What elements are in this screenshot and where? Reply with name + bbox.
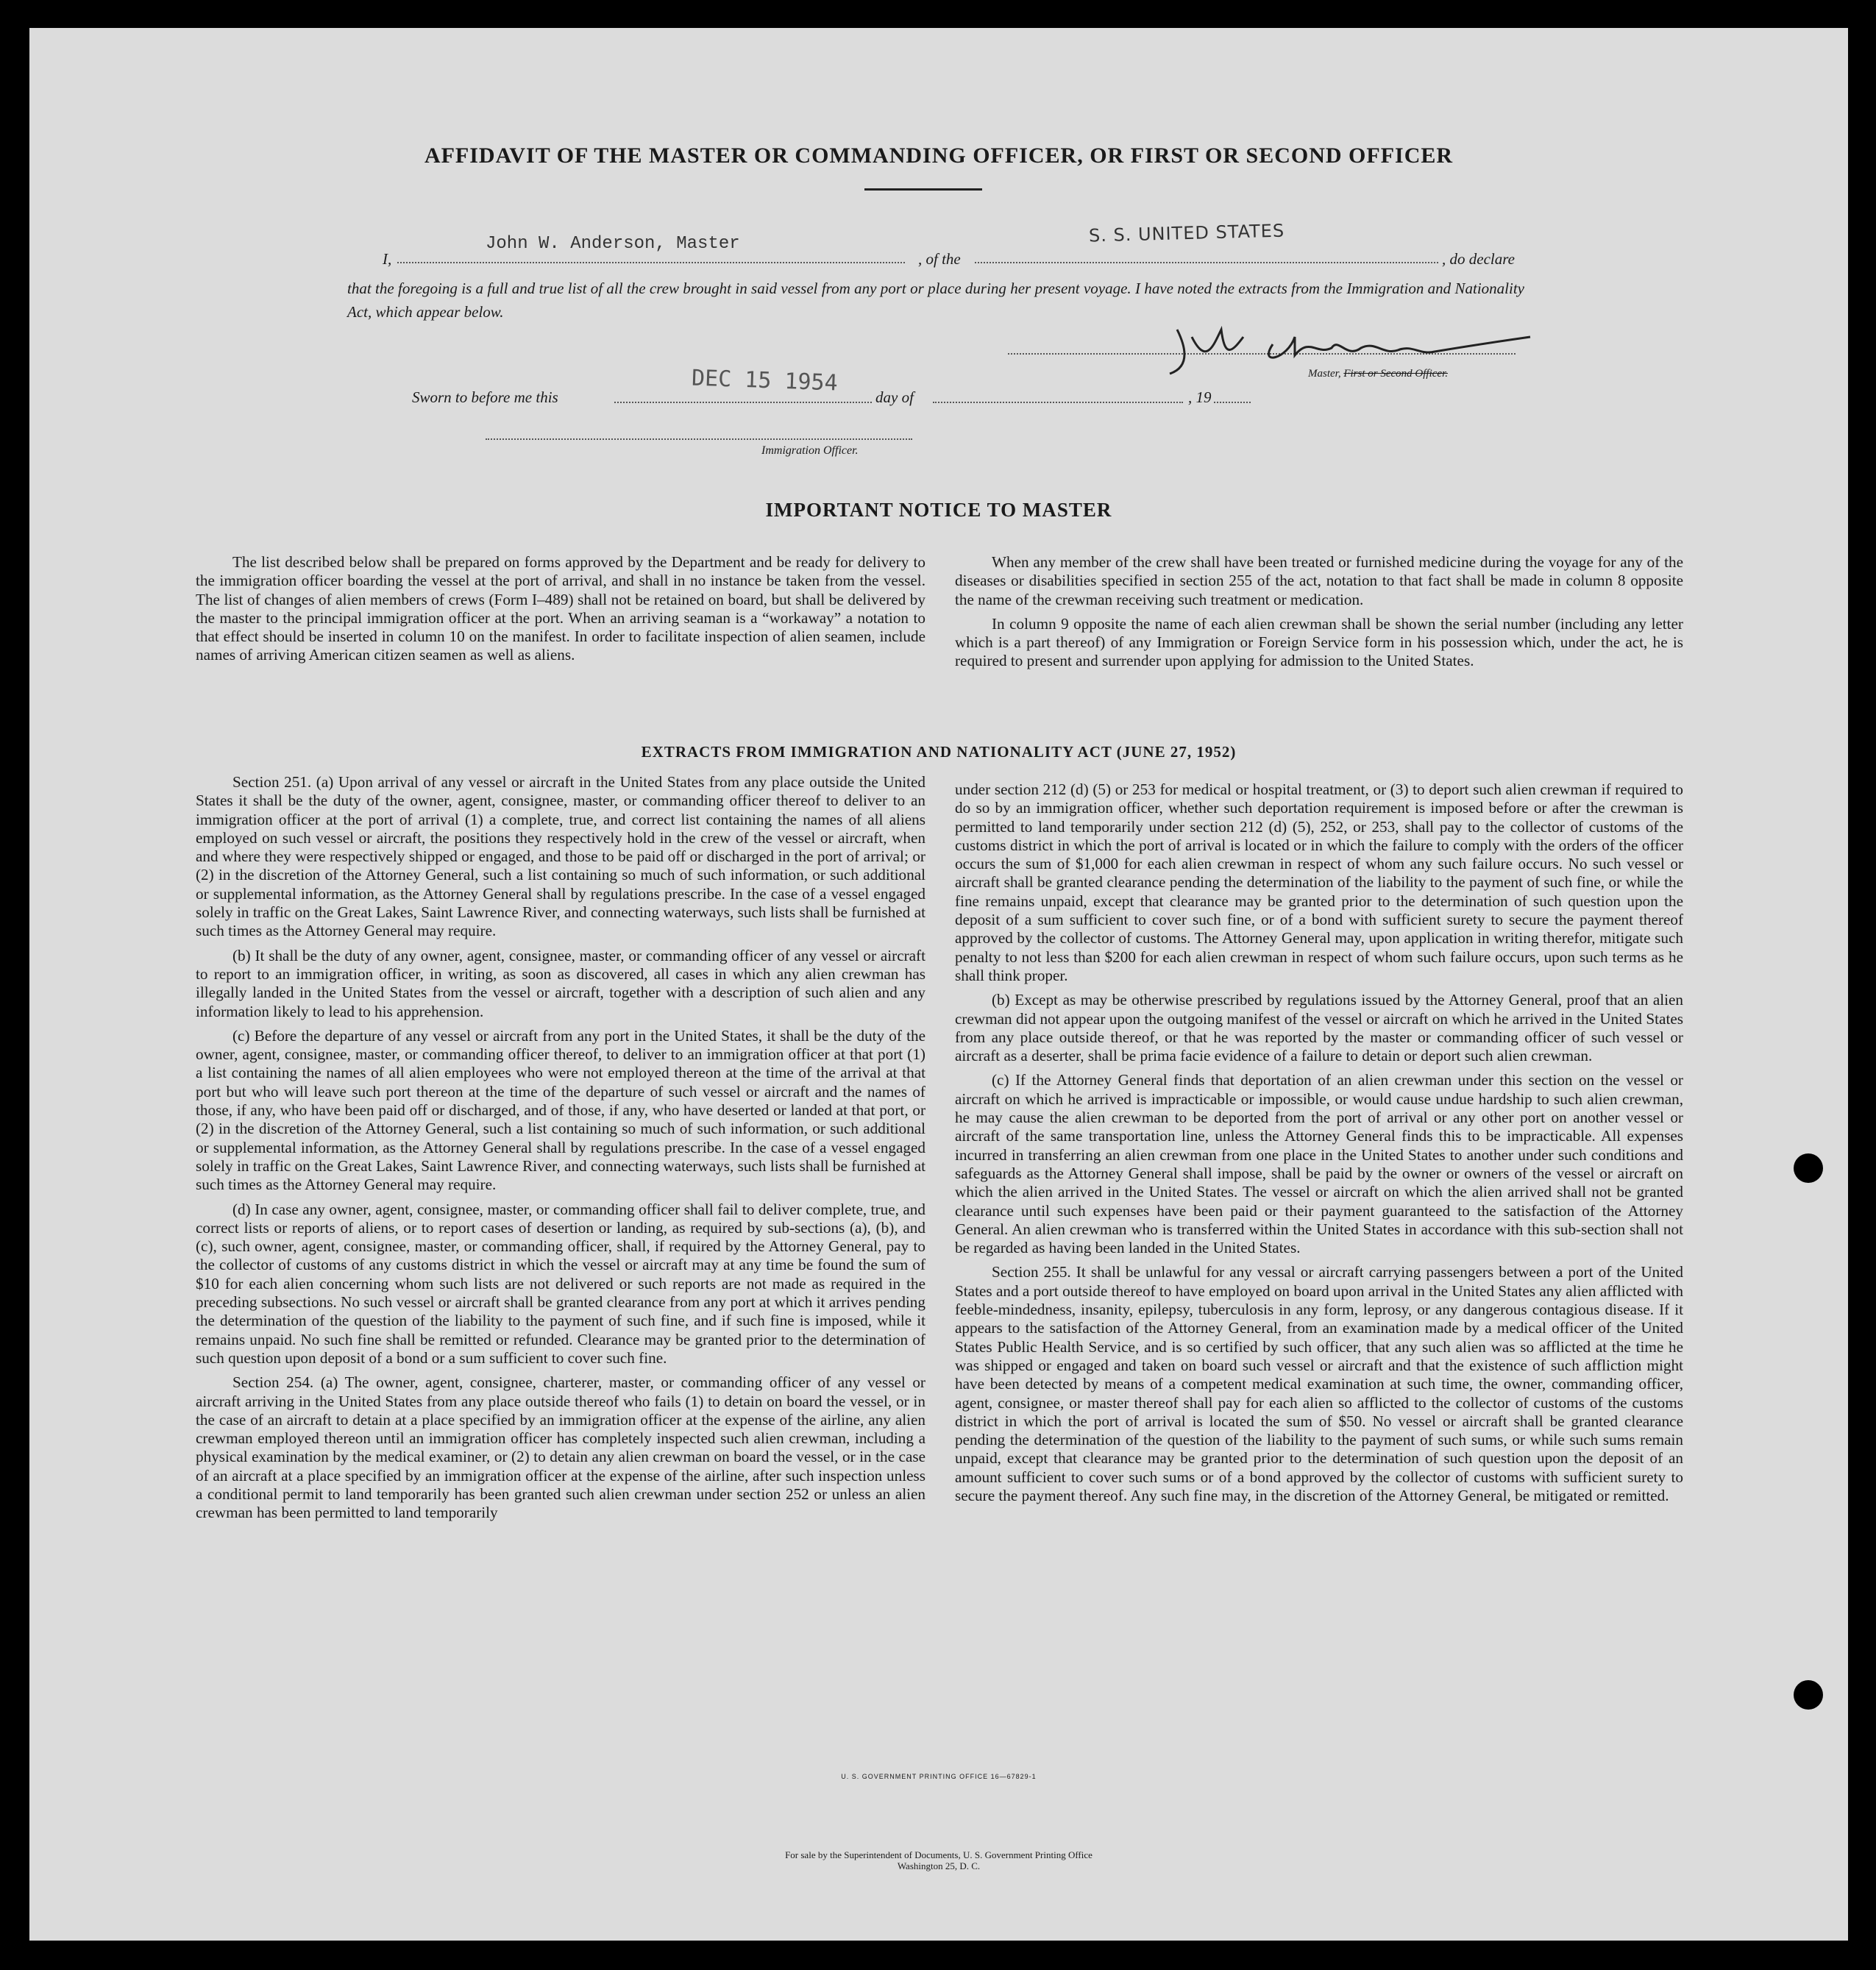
sale-notice xyxy=(29,1849,1848,1871)
vessel-name-value: S. S. UNITED STATES xyxy=(1088,220,1285,246)
sale-notice-line: For sale by the Superintendent of Documents, U. S. Government Printing Office xyxy=(785,1849,1092,1860)
master-name-value: John W. Anderson, Master xyxy=(486,234,740,254)
extract-paragraph: Section 251. (a) Upon arrival of any vessel or aircraft in the United States from any place outside the United States it shall be the duty of the owner, agent, consignee, master, or commanding officer thereof to deliver to an immigration officer at the port of arrival (1) a complete, true, and correct list containing the names of all aliens employed on such vessel or aircraft, the positions they respectively hold in the crew of the vessel or aircraft, when and where they were respectively shipped or engaged, and those to be paid off or discharged in the port of arrival; or (2) in the discretion of the Attorney General, such a list containing so much of such information, or such additional or supplemental information, as the Attorney General shall by regulations prescribe. In the case of a vessel engaged solely in traffic on the Great Lakes, Saint Lawrence River, and connecting waterways, such lists shall be furnished at such times as the Attorney General may require. xyxy=(196,773,925,940)
do-declare-label: , do declare xyxy=(1442,250,1515,268)
punch-hole xyxy=(1794,1153,1823,1183)
sworn-label: Sworn to before me this xyxy=(412,388,558,406)
extract-paragraph: (c) Before the departure of any vessel or aircraft from any port in the United States, it shall be the duty of the owner, agent, consignee, master, or commanding officer thereof, to deliver to an immigration officer at that port (1) a list containing the names of all alien employees who were not employed thereon at the time of the arrival at that port but who will leave such port thereon at the time of the departure of such vessel or aircraft and the names of those, if any, who have been paid off or discharged, and of those, if any, who have deserted or landed at that port, or (2) in the discretion of the Attorney General, such a list containing so much of such information, or such additional or supplemental information, as the Attorney General shall by regulations prescribe. In the case of a vessel engaged solely in traffic on the Great Lakes, Saint Lawrence River, and connecting waterways, such lists shall be furnished at such times as the Attorney General may require. xyxy=(196,1026,925,1194)
signature-title-struck: First or Second Officer. xyxy=(1343,368,1448,380)
notice-paragraph: In column 9 opposite the name of each alien crewman shall be shown the serial number (including any letter which is a part thereof) of any Immigration or Foreign Service form in his possession which, under the act, he is required to present and surrender upon applying for admission to the United States. xyxy=(955,614,1683,670)
punch-hole xyxy=(1794,1680,1823,1710)
notice-right-column xyxy=(955,553,1683,677)
extract-paragraph: (c) If the Attorney General finds that deportation of an alien crewman under this section on the vessel or aircraft on which he arrived is impracticable or impossible, or would cause undue hardship to such alien crewman, he may cause the alien crewman to be deported from the port of arrival or any other port on another vessel or aircraft of the same transportation line, unless the Attorney General finds this to be impracticable. All expenses incurred in transferring an alien crewman from one place in the United States to another under such conditions and safeguards as the Attorney General shall impose, shall be paid by the owner or owners of the vessel or aircraft on which the alien arrived in the United States. The vessel or aircraft on which the alien arrived shall not be granted clearance until such expenses have been paid or their payment guaranteed to the satisfaction of the Attorney General. An alien crewman who is transferred within the United States in accordance with this sub-section shall not be regarded as having been landed in the United States. xyxy=(955,1071,1683,1257)
extract-paragraph: (b) Except as may be otherwise prescribed by regulations issued by the Attorney General, proof that an alien crewman did not appear upon the outgoing manifest of the vessel or aircraft on which he arrived in the United States from any place outside thereof, or that he was reported by the master or commanding officer of such vessel or aircraft as a deserter, shall be prima facie evidence of a failure to detain or deport such alien crewman. xyxy=(955,991,1683,1065)
extract-paragraph: (d) In case any owner, agent, consignee, master, or commanding officer shall fail to deliver complete, true, and correct lists or reports of aliens, or to report cases of desertion or landing, as required by sub-sections (a), (b), and (c), such owner, agent, consignee, master, or commanding officer, shall, if required by the Attorney General, pay to the collector of customs of any customs district in which the vessel or aircraft may at any time be found the sum of $10 for each alien concerning whom such lists are not delivered or such reports are not made as required in the preceding subsections. No such vessel or aircraft shall be granted clearance from any port at which it arrives pending the determination of the question of the liability to the payment of such fine, and if such fine is imposed, while it remains unpaid. No such fine shall be remitted or refunded. Clearance may be granted prior to the determination of such question upon deposit of a bond or a sum sufficient to cover such fine. xyxy=(196,1200,925,1367)
document-page xyxy=(29,28,1848,1941)
date-stamp: DEC 15 1954 xyxy=(691,365,839,397)
affidavit-title: AFFIDAVIT OF THE MASTER OR COMMANDING OFFICER, OR FIRST OR SECOND OFFICER xyxy=(424,143,1454,168)
affidavit-statement: that the foregoing is a full and true list of all the crew brought in said vessel from any port or place during her present voyage. I have noted the extracts from the Immigration and Nationality Act, which appear below. xyxy=(347,280,1524,321)
extract-paragraph: (b) It shall be the duty of any owner, agent, consignee, master, or commanding officer of any vessel or aircraft to report to an immigration officer, in writing, as soon as discovered, all cases in which any alien crewman has illegally landed in the United States from the vessel or aircraft, together with a description of such alien and any information likely to lead to his apprehension. xyxy=(196,946,925,1020)
month-field xyxy=(933,380,1183,403)
immigration-officer-label: Immigration Officer. xyxy=(761,444,859,457)
officer-signature-line xyxy=(486,416,912,440)
notice-title: IMPORTANT NOTICE TO MASTER xyxy=(765,499,1112,521)
notice-paragraph: The list described below shall be prepared on forms approved by the Department and be ready for delivery to the immigration officer boarding the vessel at the port of arrival, and shall in no instance be taken from the vessel. The list of changes of alien members of crews (Form I–489) shall not be retained on board, but shall be delivered by the master to the principal immigration officer at the port. When an arriving seaman is a “workaway” a notation to that effect should be inserted in column 10 on the manifest. In order to facilitate inspection of alien seamen, include names of arriving American citizen seamen as well as aliens. xyxy=(196,553,925,664)
affidavit-i-label: I, xyxy=(383,250,392,268)
year-prefix: , 19 xyxy=(1188,388,1212,406)
signature-title xyxy=(1308,368,1448,380)
extracts-right-column xyxy=(955,780,1683,1511)
affidavit-of-the-label: , of the xyxy=(918,250,961,268)
day-of-label: day of xyxy=(875,388,914,406)
vessel-name-field xyxy=(975,240,1438,263)
notice-paragraph: When any member of the crew shall have been treated or furnished medicine during the voyage for any of the diseases or disabilities specified in section 255 of the act, notation to that fact shall be made in column 8 opposite the name of the crewman receiving such treatment or medication. xyxy=(955,553,1683,608)
printing-office-code: U. S. GOVERNMENT PRINTING OFFICE 16—67829-1 xyxy=(841,1773,1037,1780)
sale-notice-line: Washington 25, D. C. xyxy=(897,1860,981,1871)
notice-left-column xyxy=(196,553,925,671)
extracts-left-column xyxy=(196,773,925,1529)
extract-paragraph: Section 255. It shall be unlawful for any vessal or aircraft carrying passengers between a port of the United States and a port outside thereof to have employed on board upon arrival in the United States any alien afflicted with feeble-mindedness, insanity, epilepsy, tuberculosis in any form, leprosy, or any dangerous contagious disease. If it appears to the satisfaction of the Attorney General, from an examination made by a medical officer of the United States Public Health Service, and is so certified by such officer, that any such alien was so afflicted at the time he was shipped or engaged and taken on board such vessel or aircraft and that the existence of such affliction might have been detected by means of a competent medical examination at such time, the owner, commanding officer, agent, consignee, or master thereof shall pay for each alien so afflicted to the collector of customs of the customs district in which the port of arrival is located the sum of $50. No vessel or aircraft shall be granted clearance pending the determination of the question of the liability to the payment of such sums, or while such sums remain unpaid, except that clearance may be granted prior to the determination of such question upon the deposit of an amount sufficient to cover such sums or of a bond approved by the collector of customs with sufficient surety to secure the payment thereof. Any such fine may, in the discretion of the Attorney General, be mitigated or remitted. xyxy=(955,1263,1683,1504)
extracts-title: EXTRACTS FROM IMMIGRATION AND NATIONALITY ACT (JUNE 27, 1952) xyxy=(641,743,1237,761)
title-rule xyxy=(864,188,982,191)
extract-paragraph: under section 212 (d) (5) or 253 for medical or hospital treatment, or (3) to deport such alien crewman if required to do so by an immigration officer, whether such deportation requirement is imposed before or after the crewman is permitted to land temporarily under section 212 (d) (5), 252, or 253, shall pay to the collector of customs of the customs district in which the port of arrival is located or in which the failure to comply with the orders of the officer occurs the sum of $1,000 for each alien crewman in respect of whom any such failure occurs. No such vessel or aircraft shall be granted clearance pending the determination of the liability to the payment of such fine, or while the fine remains unpaid, except that clearance may be granted prior to the determination of such question upon the deposit of a sum sufficient to cover such fine, or of a bond with sufficient surety to secure the payment thereof approved by the collector of customs. The Attorney General may, upon application in writing therefor, mitigate such penalty to not less than $200 for each alien crewman in respect of whom such failure occurs, upon such terms as he shall think proper. xyxy=(955,780,1683,984)
year-field xyxy=(1214,380,1251,403)
extract-paragraph: Section 254. (a) The owner, agent, consignee, charterer, master, or commanding officer of any vessel or aircraft arriving in the United States from any place outside thereof who fails (1) to detain on board the vessel, or in the case of an aircraft to detain at a place specified by an immigration officer at the expense of the airline, any alien crewman employed thereon until an immigration officer has completely inspected such alien crewman, including a physical examination by the medical examiner, or (2) to detain any alien crewman on board the vessel, or in the case of an aircraft at a place specified by an immigration officer at the expense of the airline, after such inspection unless a conditional permit to land temporarily has been granted such alien crewman under section 252 or unless an alien crewman has been permitted to land temporarily xyxy=(196,1373,925,1522)
signature-title-master: Master, xyxy=(1308,368,1344,380)
